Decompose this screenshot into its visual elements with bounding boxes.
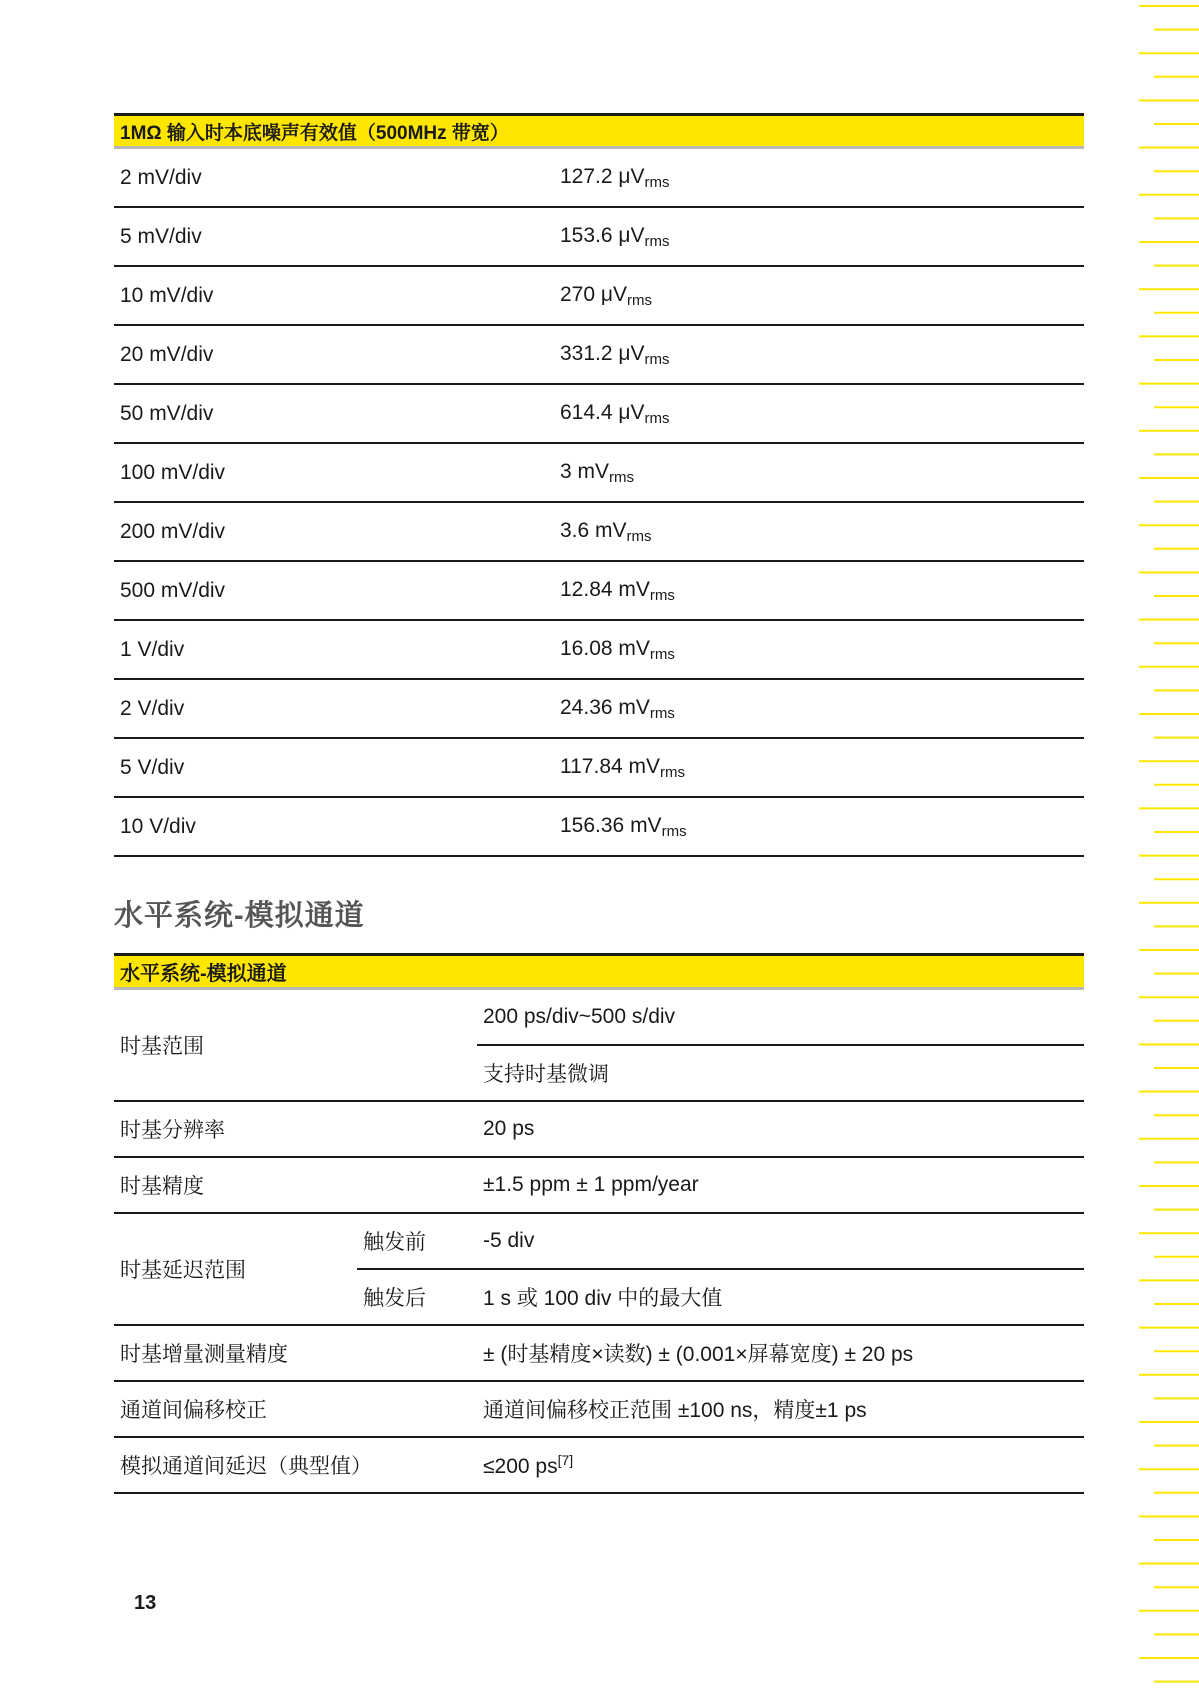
volts-per-div-cell: 10 V/div [114, 797, 560, 856]
noise-value: 331.2 μV [560, 341, 645, 365]
noise-value-cell [560, 502, 1084, 561]
noise-table-header-row [114, 115, 1084, 148]
volts-per-div-cell: 10 mV/div [114, 266, 560, 325]
timebase-delay-label: 时基延迟范围 [114, 1213, 357, 1325]
noise-value-cell [560, 561, 1084, 620]
table-row [114, 266, 1084, 325]
table-row [114, 620, 1084, 679]
noise-value-cell [560, 797, 1084, 856]
timebase-accuracy-label: 时基精度 [114, 1157, 477, 1213]
table-row [114, 148, 1084, 208]
table-row [114, 1381, 1084, 1437]
timebase-resolution-value: 20 ps [477, 1101, 1084, 1157]
unit-subscript: rms [609, 468, 635, 486]
unit-subscript: rms [649, 645, 675, 663]
noise-value-cell [560, 207, 1084, 266]
noise-value-cell [560, 266, 1084, 325]
noise-value-cell [560, 148, 1084, 208]
volts-per-div-cell: 50 mV/div [114, 384, 560, 443]
table-row [114, 679, 1084, 738]
noise-value: 3.6 mV [560, 518, 627, 542]
post-trigger-value: 1 s 或 100 div 中的最大值 [477, 1269, 1084, 1325]
unit-subscript: rms [649, 704, 675, 722]
timebase-range-label: 时基范围 [114, 989, 477, 1102]
table-row [114, 797, 1084, 856]
timebase-accuracy-value: ±1.5 ppm ± 1 ppm/year [477, 1157, 1084, 1213]
volts-per-div-cell: 20 mV/div [114, 325, 560, 384]
skew-value: 通道间偏移校正范围 ±100 ns，精度±1 ps [477, 1381, 1084, 1437]
noise-value: 153.6 μV [560, 223, 645, 247]
volts-per-div-cell: 500 mV/div [114, 561, 560, 620]
noise-value: 3 mV [560, 459, 610, 483]
table-row [114, 1325, 1084, 1381]
decorative-stripes [1130, 0, 1199, 1696]
volts-per-div-cell: 2 mV/div [114, 148, 560, 208]
noise-value-cell [560, 738, 1084, 797]
footnote-ref: [7] [557, 1451, 574, 1468]
unit-subscript: rms [644, 350, 670, 368]
noise-value: 12.84 mV [560, 577, 650, 601]
noise-table-body [114, 148, 1084, 857]
table-row [114, 325, 1084, 384]
noise-table-header: 1MΩ 输入时本底噪声有效值（500MHz 带宽） [114, 115, 1084, 148]
table-row [114, 207, 1084, 266]
table-row [114, 561, 1084, 620]
horizontal-table-header: 水平系统-模拟通道 [114, 955, 1084, 989]
pre-trigger-label: 触发前 [357, 1213, 477, 1269]
timebase-fine-adjust-value: 支持时基微调 [477, 1045, 1084, 1101]
noise-value: 270 μV [560, 282, 627, 306]
noise-value-cell [560, 620, 1084, 679]
unit-subscript: rms [660, 763, 686, 781]
post-trigger-label: 触发后 [357, 1269, 477, 1325]
table-row [114, 1157, 1084, 1213]
horizontal-system-table [114, 953, 1084, 1494]
noise-value: 24.36 mV [560, 695, 650, 719]
delta-time-accuracy-label: 时基增量测量精度 [114, 1325, 477, 1381]
unit-subscript: rms [626, 527, 652, 545]
table-row [114, 738, 1084, 797]
timebase-resolution-label: 时基分辨率 [114, 1101, 477, 1157]
section-title: 水平系统-模拟通道 [114, 900, 365, 932]
table-row [114, 989, 1084, 1046]
delta-time-accuracy-value: ± (时基精度×读数) ± (0.001×屏幕宽度) ± 20 ps [477, 1325, 1084, 1381]
volts-per-div-cell: 2 V/div [114, 679, 560, 738]
noise-value: 614.4 μV [560, 400, 645, 424]
unit-subscript: rms [649, 586, 675, 604]
volts-per-div-cell: 5 mV/div [114, 207, 560, 266]
timebase-range-value: 200 ps/div~500 s/div [477, 989, 1084, 1046]
table-row [114, 1101, 1084, 1157]
channel-delay-value: ≤200 ps [483, 1454, 558, 1478]
unit-subscript: rms [644, 232, 670, 250]
unit-subscript: rms [644, 409, 670, 427]
skew-label: 通道间偏移校正 [114, 1381, 477, 1437]
noise-value: 117.84 mV [560, 754, 661, 778]
page-number: 13 [134, 1592, 157, 1614]
noise-value-cell [560, 679, 1084, 738]
table-row [114, 502, 1084, 561]
unit-subscript: rms [626, 291, 652, 309]
channel-delay-value-cell [477, 1437, 1084, 1493]
horizontal-table-header-row [114, 955, 1084, 989]
channel-delay-label: 模拟通道间延迟（典型值） [114, 1437, 477, 1493]
volts-per-div-cell: 5 V/div [114, 738, 560, 797]
noise-value-cell [560, 443, 1084, 502]
volts-per-div-cell: 100 mV/div [114, 443, 560, 502]
volts-per-div-cell: 1 V/div [114, 620, 560, 679]
table-row [114, 443, 1084, 502]
noise-value-cell [560, 384, 1084, 443]
table-row [114, 1437, 1084, 1493]
table-row [114, 384, 1084, 443]
noise-value-cell [560, 325, 1084, 384]
table-row [114, 1213, 1084, 1269]
unit-subscript: rms [644, 173, 670, 191]
unit-subscript: rms [661, 822, 687, 840]
noise-value: 127.2 μV [560, 164, 645, 188]
noise-value: 156.36 mV [560, 813, 662, 837]
noise-floor-table [114, 113, 1084, 857]
pre-trigger-value: -5 div [477, 1213, 1084, 1269]
noise-value: 16.08 mV [560, 636, 650, 660]
volts-per-div-cell: 200 mV/div [114, 502, 560, 561]
